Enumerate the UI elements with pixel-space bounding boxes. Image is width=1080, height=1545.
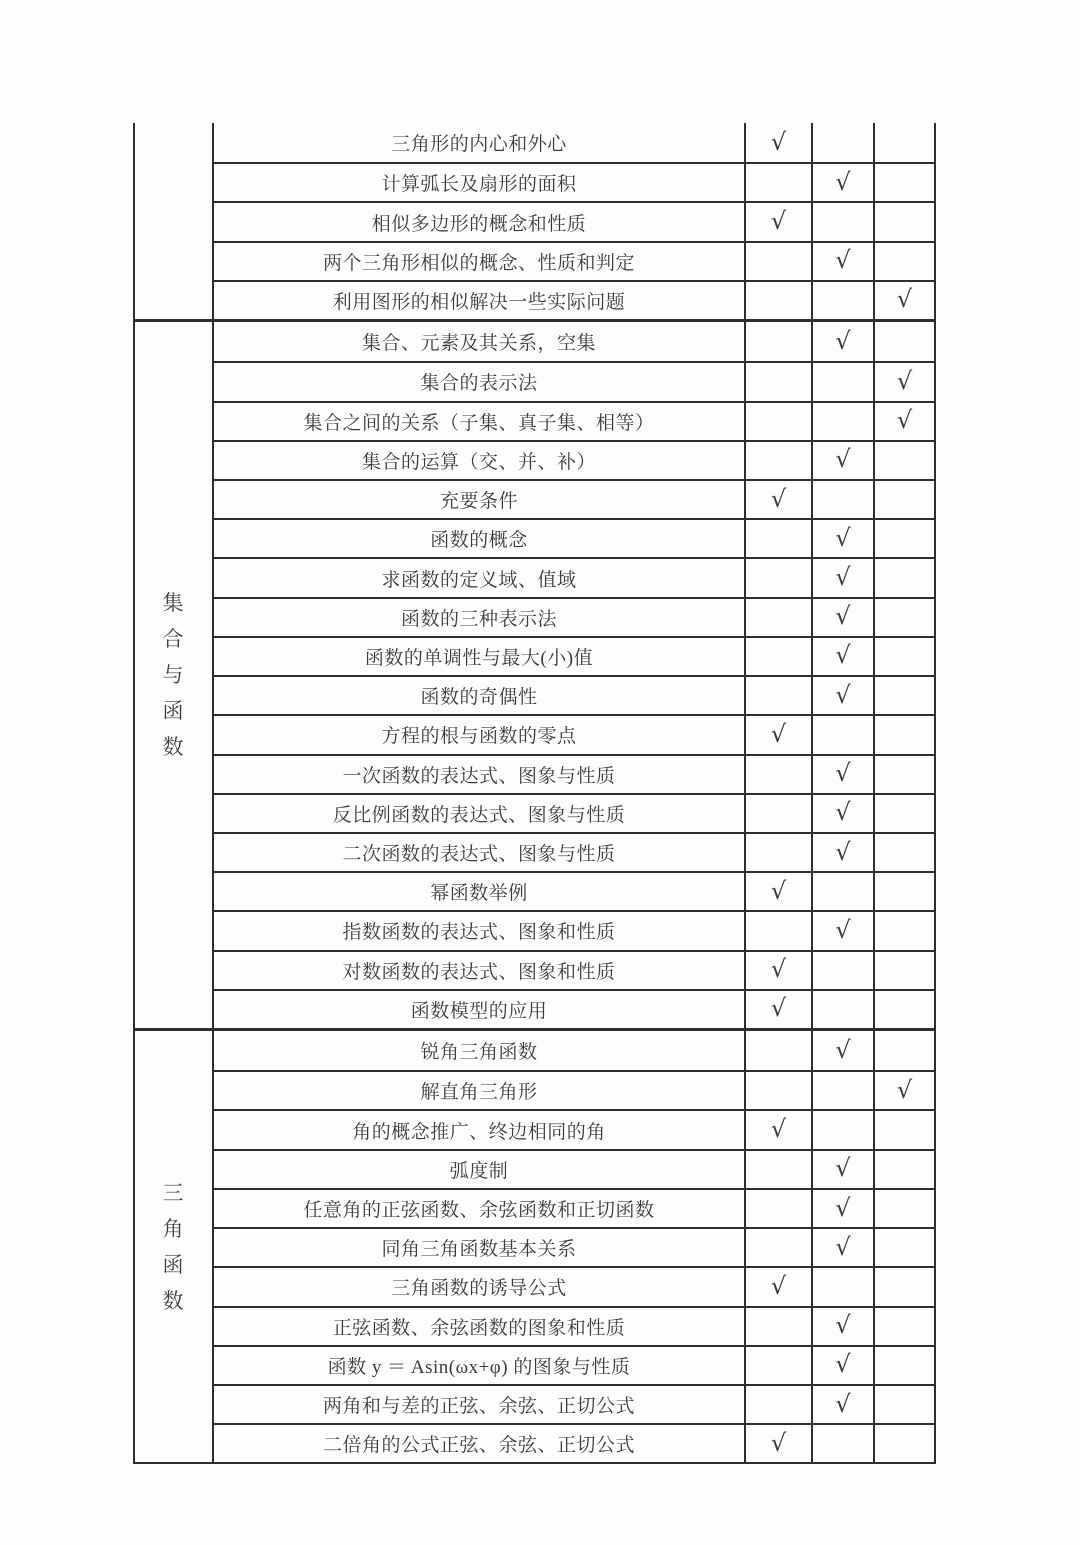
check-cell-level-2: [811, 912, 873, 949]
table-row: [214, 479, 934, 518]
check-cell-level-1: [744, 1151, 811, 1188]
topic-label: 对数函数的表达式、图象和性质: [342, 961, 616, 983]
check-cell-level-3: [873, 1268, 934, 1305]
topic-cell: [214, 912, 744, 949]
check-cell-level-3: [873, 243, 934, 280]
topic-cell: [214, 1111, 744, 1148]
table-row: [214, 597, 934, 636]
topic-label: 集合、元素及其关系，空集: [361, 333, 596, 355]
category-cell: [135, 1031, 214, 1462]
table-row: [214, 793, 934, 832]
topic-cell: [214, 322, 744, 361]
table-row: [214, 832, 934, 871]
topic-label: 函数的概念: [430, 530, 528, 552]
table-row: [214, 518, 934, 557]
topic-cell: [214, 1151, 744, 1188]
check-cell-level-3: [873, 442, 934, 479]
section-rows: [214, 1031, 934, 1462]
checkmark-icon: √: [835, 641, 851, 670]
topic-label: 正弦函数、余弦函数的图象和性质: [332, 1317, 626, 1339]
check-cell-level-3: [873, 1151, 934, 1188]
check-cell-level-2: [811, 403, 873, 440]
topic-label: 一次函数的表达式、图象与性质: [342, 765, 616, 787]
table-row: [214, 1109, 934, 1148]
checkmark-icon: √: [835, 326, 851, 355]
check-cell-level-2: [811, 203, 873, 240]
check-cell-level-2: [811, 1386, 873, 1423]
topic-label: 函数的三种表示法: [400, 608, 557, 630]
check-cell-level-2: [811, 322, 873, 361]
topic-label: 角的概念推广、终边相同的角: [352, 1121, 606, 1143]
table-section: [135, 319, 934, 1028]
checkmark-icon: √: [896, 406, 913, 435]
section-rows: [214, 322, 934, 1028]
topic-label: 两个三角形相似的概念、性质和判定: [322, 252, 635, 274]
table-row: [214, 1227, 934, 1266]
table-row: [214, 1070, 934, 1109]
check-cell-level-2: [811, 991, 873, 1028]
check-cell-level-2: [811, 442, 873, 479]
check-cell-level-3: [873, 1229, 934, 1266]
check-cell-level-1: [744, 1425, 811, 1462]
topic-cell: [214, 559, 744, 596]
table-row: [214, 636, 934, 675]
topic-label: 三角函数的诱导公式: [391, 1278, 567, 1300]
check-cell-level-1: [744, 282, 811, 319]
table-row: [214, 989, 934, 1028]
topic-label: 充要条件: [439, 491, 518, 513]
topic-cell: [214, 834, 744, 871]
topic-cell: [214, 873, 744, 910]
topic-cell: [214, 363, 744, 400]
table-row: [214, 950, 934, 989]
check-cell-level-1: [744, 403, 811, 440]
check-cell-level-2: [811, 873, 873, 910]
check-cell-level-1: [744, 716, 811, 753]
check-cell-level-3: [873, 1347, 934, 1384]
category-label: 集合与函数: [162, 591, 185, 760]
check-cell-level-2: [811, 363, 873, 400]
table-row: [214, 401, 934, 440]
topic-cell: [214, 282, 744, 319]
topic-label: 锐角三角函数: [420, 1042, 538, 1064]
check-cell-level-3: [873, 203, 934, 240]
topic-label: 方程的根与函数的零点: [381, 726, 577, 748]
topic-label: 三角形的内心和外心: [391, 134, 567, 156]
check-cell-level-1: [744, 1308, 811, 1345]
check-cell-level-2: [811, 1308, 873, 1345]
topic-label: 利用图形的相似解决一些实际问题: [332, 291, 626, 313]
check-cell-level-1: [744, 1229, 811, 1266]
topic-cell: [214, 1229, 744, 1266]
check-cell-level-3: [873, 1386, 934, 1423]
checkmark-icon: √: [835, 1350, 851, 1379]
check-cell-level-2: [811, 834, 873, 871]
check-cell-level-3: [873, 403, 934, 440]
check-cell-level-3: [873, 1425, 934, 1462]
check-cell-level-1: [744, 164, 811, 201]
check-cell-level-3: [873, 520, 934, 557]
check-cell-level-1: [744, 442, 811, 479]
check-cell-level-2: [811, 599, 873, 636]
topic-cell: [214, 1072, 744, 1109]
check-cell-level-3: [873, 282, 934, 319]
check-cell-level-3: [873, 559, 934, 596]
check-cell-level-1: [744, 599, 811, 636]
check-cell-level-3: [873, 1111, 934, 1148]
check-cell-level-2: [811, 481, 873, 518]
topic-cell: [214, 243, 744, 280]
check-cell-level-3: [873, 912, 934, 949]
check-cell-level-3: [873, 638, 934, 675]
topic-label: 函数 y ＝ Asin(ωx+φ) 的图象与性质: [327, 1356, 631, 1378]
check-cell-level-1: [744, 873, 811, 910]
topic-cell: [214, 1190, 744, 1227]
table-row: [214, 1306, 934, 1345]
check-cell-level-2: [811, 1111, 873, 1148]
category-label: 三角函数: [162, 1180, 185, 1313]
check-cell-level-3: [873, 756, 934, 793]
check-cell-level-1: [744, 952, 811, 989]
check-cell-level-1: [744, 1190, 811, 1227]
checkmark-icon: √: [770, 994, 787, 1023]
topic-cell: [214, 442, 744, 479]
checkmark-icon: √: [835, 915, 851, 944]
check-cell-level-2: [811, 164, 873, 201]
check-cell-level-2: [811, 1268, 873, 1305]
check-cell-level-2: [811, 243, 873, 280]
table-row: [214, 322, 934, 361]
check-cell-level-1: [744, 834, 811, 871]
check-cell-level-2: [811, 1190, 873, 1227]
check-cell-level-3: [873, 834, 934, 871]
checkmark-icon: √: [770, 1271, 787, 1300]
table-row: [214, 201, 934, 240]
table-row: [214, 871, 934, 910]
check-cell-level-2: [811, 520, 873, 557]
topic-label: 反比例函数的表达式、图象与性质: [332, 804, 626, 826]
check-cell-level-2: [811, 638, 873, 675]
check-cell-level-1: [744, 243, 811, 280]
topic-label: 二倍角的公式正弦、余弦、正切公式: [322, 1435, 635, 1457]
topic-cell: [214, 677, 744, 714]
check-cell-level-2: [811, 716, 873, 753]
check-cell-level-1: [744, 203, 811, 240]
syllabus-table: [133, 123, 936, 1464]
table-row: [214, 280, 934, 319]
check-cell-level-3: [873, 1031, 934, 1070]
checkmark-icon: √: [770, 719, 787, 748]
check-cell-level-3: [873, 716, 934, 753]
check-cell-level-2: [811, 1151, 873, 1188]
topic-label: 函数的奇偶性: [420, 687, 538, 709]
table-row: [214, 910, 934, 949]
checkmark-icon: √: [835, 563, 851, 592]
checkmark-icon: √: [835, 445, 851, 474]
topic-label: 求函数的定义域、值域: [381, 569, 577, 591]
topic-cell: [214, 123, 744, 162]
table-row: [214, 1266, 934, 1305]
table-row: [214, 754, 934, 793]
section-rows: [214, 123, 934, 319]
topic-label: 计算弧长及扇形的面积: [381, 174, 577, 196]
table-row: [214, 440, 934, 479]
check-cell-level-1: [744, 991, 811, 1028]
check-cell-level-3: [873, 991, 934, 1028]
topic-cell: [214, 1268, 744, 1305]
topic-cell: [214, 1308, 744, 1345]
check-cell-level-1: [744, 1268, 811, 1305]
table-row: [214, 123, 934, 162]
check-cell-level-3: [873, 481, 934, 518]
checkmark-icon: √: [835, 1232, 851, 1261]
checkmark-icon: √: [835, 1154, 851, 1183]
check-cell-level-3: [873, 795, 934, 832]
checkmark-icon: √: [835, 523, 851, 552]
checkmark-icon: √: [770, 1428, 787, 1457]
topic-cell: [214, 756, 744, 793]
checkmark-icon: √: [835, 837, 851, 866]
check-cell-level-2: [811, 1229, 873, 1266]
checkmark-icon: √: [835, 680, 851, 709]
check-cell-level-2: [811, 795, 873, 832]
table-row: [214, 1384, 934, 1423]
topic-cell: [214, 638, 744, 675]
topic-label: 弧度制: [449, 1160, 509, 1182]
check-cell-level-2: [811, 559, 873, 596]
topic-label: 解直角三角形: [420, 1082, 538, 1104]
check-cell-level-2: [811, 123, 873, 162]
checkmark-icon: √: [770, 876, 787, 905]
topic-cell: [214, 952, 744, 989]
check-cell-level-1: [744, 1031, 811, 1070]
check-cell-level-1: [744, 322, 811, 361]
check-cell-level-3: [873, 1190, 934, 1227]
checkmark-icon: √: [770, 484, 787, 513]
check-cell-level-2: [811, 1425, 873, 1462]
table-section: [135, 1028, 934, 1462]
check-cell-level-1: [744, 1072, 811, 1109]
checkmark-icon: √: [770, 955, 787, 984]
check-cell-level-3: [873, 164, 934, 201]
topic-label: 任意角的正弦函数、余弦函数和正切函数: [303, 1200, 655, 1222]
table-section: [135, 123, 934, 319]
checkmark-icon: √: [896, 1075, 913, 1104]
topic-cell: [214, 520, 744, 557]
table-row: [214, 361, 934, 400]
checkmark-icon: √: [835, 798, 851, 827]
table-row: [214, 1423, 934, 1462]
check-cell-level-3: [873, 677, 934, 714]
topic-label: 函数的单调性与最大(小)值: [364, 647, 594, 669]
topic-cell: [214, 1386, 744, 1423]
topic-cell: [214, 403, 744, 440]
checkmark-icon: √: [896, 366, 913, 395]
check-cell-level-2: [811, 1347, 873, 1384]
checkmark-icon: √: [770, 127, 787, 156]
check-cell-level-3: [873, 322, 934, 361]
check-cell-level-1: [744, 1111, 811, 1148]
topic-cell: [214, 795, 744, 832]
table-row: [214, 241, 934, 280]
topic-label: 函数模型的应用: [410, 1000, 548, 1022]
check-cell-level-1: [744, 795, 811, 832]
topic-label: 两角和与差的正弦、余弦、正切公式: [322, 1396, 635, 1418]
check-cell-level-1: [744, 677, 811, 714]
check-cell-level-2: [811, 952, 873, 989]
topic-label: 同角三角函数基本关系: [381, 1239, 577, 1261]
checkmark-icon: √: [835, 1035, 851, 1064]
check-cell-level-1: [744, 638, 811, 675]
table-row: [214, 162, 934, 201]
check-cell-level-1: [744, 912, 811, 949]
check-cell-level-3: [873, 873, 934, 910]
check-cell-level-3: [873, 1308, 934, 1345]
checkmark-icon: √: [835, 246, 851, 275]
check-cell-level-1: [744, 123, 811, 162]
topic-cell: [214, 1031, 744, 1070]
check-cell-level-3: [873, 599, 934, 636]
topic-cell: [214, 1347, 744, 1384]
check-cell-level-1: [744, 756, 811, 793]
checkmark-icon: √: [835, 167, 851, 196]
topic-label: 幂函数举例: [430, 883, 528, 905]
topic-label: 指数函数的表达式、图象和性质: [342, 922, 616, 944]
table-row: [214, 557, 934, 596]
check-cell-level-3: [873, 952, 934, 989]
checkmark-icon: √: [835, 1311, 851, 1340]
table-row: [214, 1031, 934, 1070]
check-cell-level-2: [811, 1072, 873, 1109]
topic-label: 集合的运算（交、并、补）: [361, 451, 596, 473]
check-cell-level-2: [811, 1031, 873, 1070]
checkmark-icon: √: [770, 207, 787, 236]
checkmark-icon: √: [835, 759, 851, 788]
category-cell: [135, 123, 214, 319]
topic-label: 二次函数的表达式、图象与性质: [342, 844, 616, 866]
topic-cell: [214, 1425, 744, 1462]
table-row: [214, 675, 934, 714]
checkmark-icon: √: [835, 1193, 851, 1222]
check-cell-level-1: [744, 559, 811, 596]
check-cell-level-2: [811, 756, 873, 793]
table-row: [214, 1345, 934, 1384]
check-cell-level-2: [811, 677, 873, 714]
topic-cell: [214, 716, 744, 753]
topic-label: 集合之间的关系（子集、真子集、相等）: [303, 412, 655, 434]
checkmark-icon: √: [835, 1389, 851, 1418]
check-cell-level-3: [873, 123, 934, 162]
topic-cell: [214, 164, 744, 201]
check-cell-level-1: [744, 363, 811, 400]
category-cell: [135, 322, 214, 1028]
check-cell-level-1: [744, 1386, 811, 1423]
topic-label: 集合的表示法: [420, 373, 538, 395]
topic-label: 相似多边形的概念和性质: [371, 213, 587, 235]
check-cell-level-1: [744, 520, 811, 557]
check-cell-level-1: [744, 481, 811, 518]
check-cell-level-3: [873, 1072, 934, 1109]
topic-cell: [214, 599, 744, 636]
topic-cell: [214, 203, 744, 240]
table-row: [214, 714, 934, 753]
table-row: [214, 1149, 934, 1188]
checkmark-icon: √: [770, 1115, 787, 1144]
check-cell-level-3: [873, 363, 934, 400]
check-cell-level-1: [744, 1347, 811, 1384]
checkmark-icon: √: [896, 285, 913, 314]
topic-cell: [214, 991, 744, 1028]
table-row: [214, 1188, 934, 1227]
check-cell-level-2: [811, 282, 873, 319]
checkmark-icon: √: [835, 602, 851, 631]
topic-cell: [214, 481, 744, 518]
